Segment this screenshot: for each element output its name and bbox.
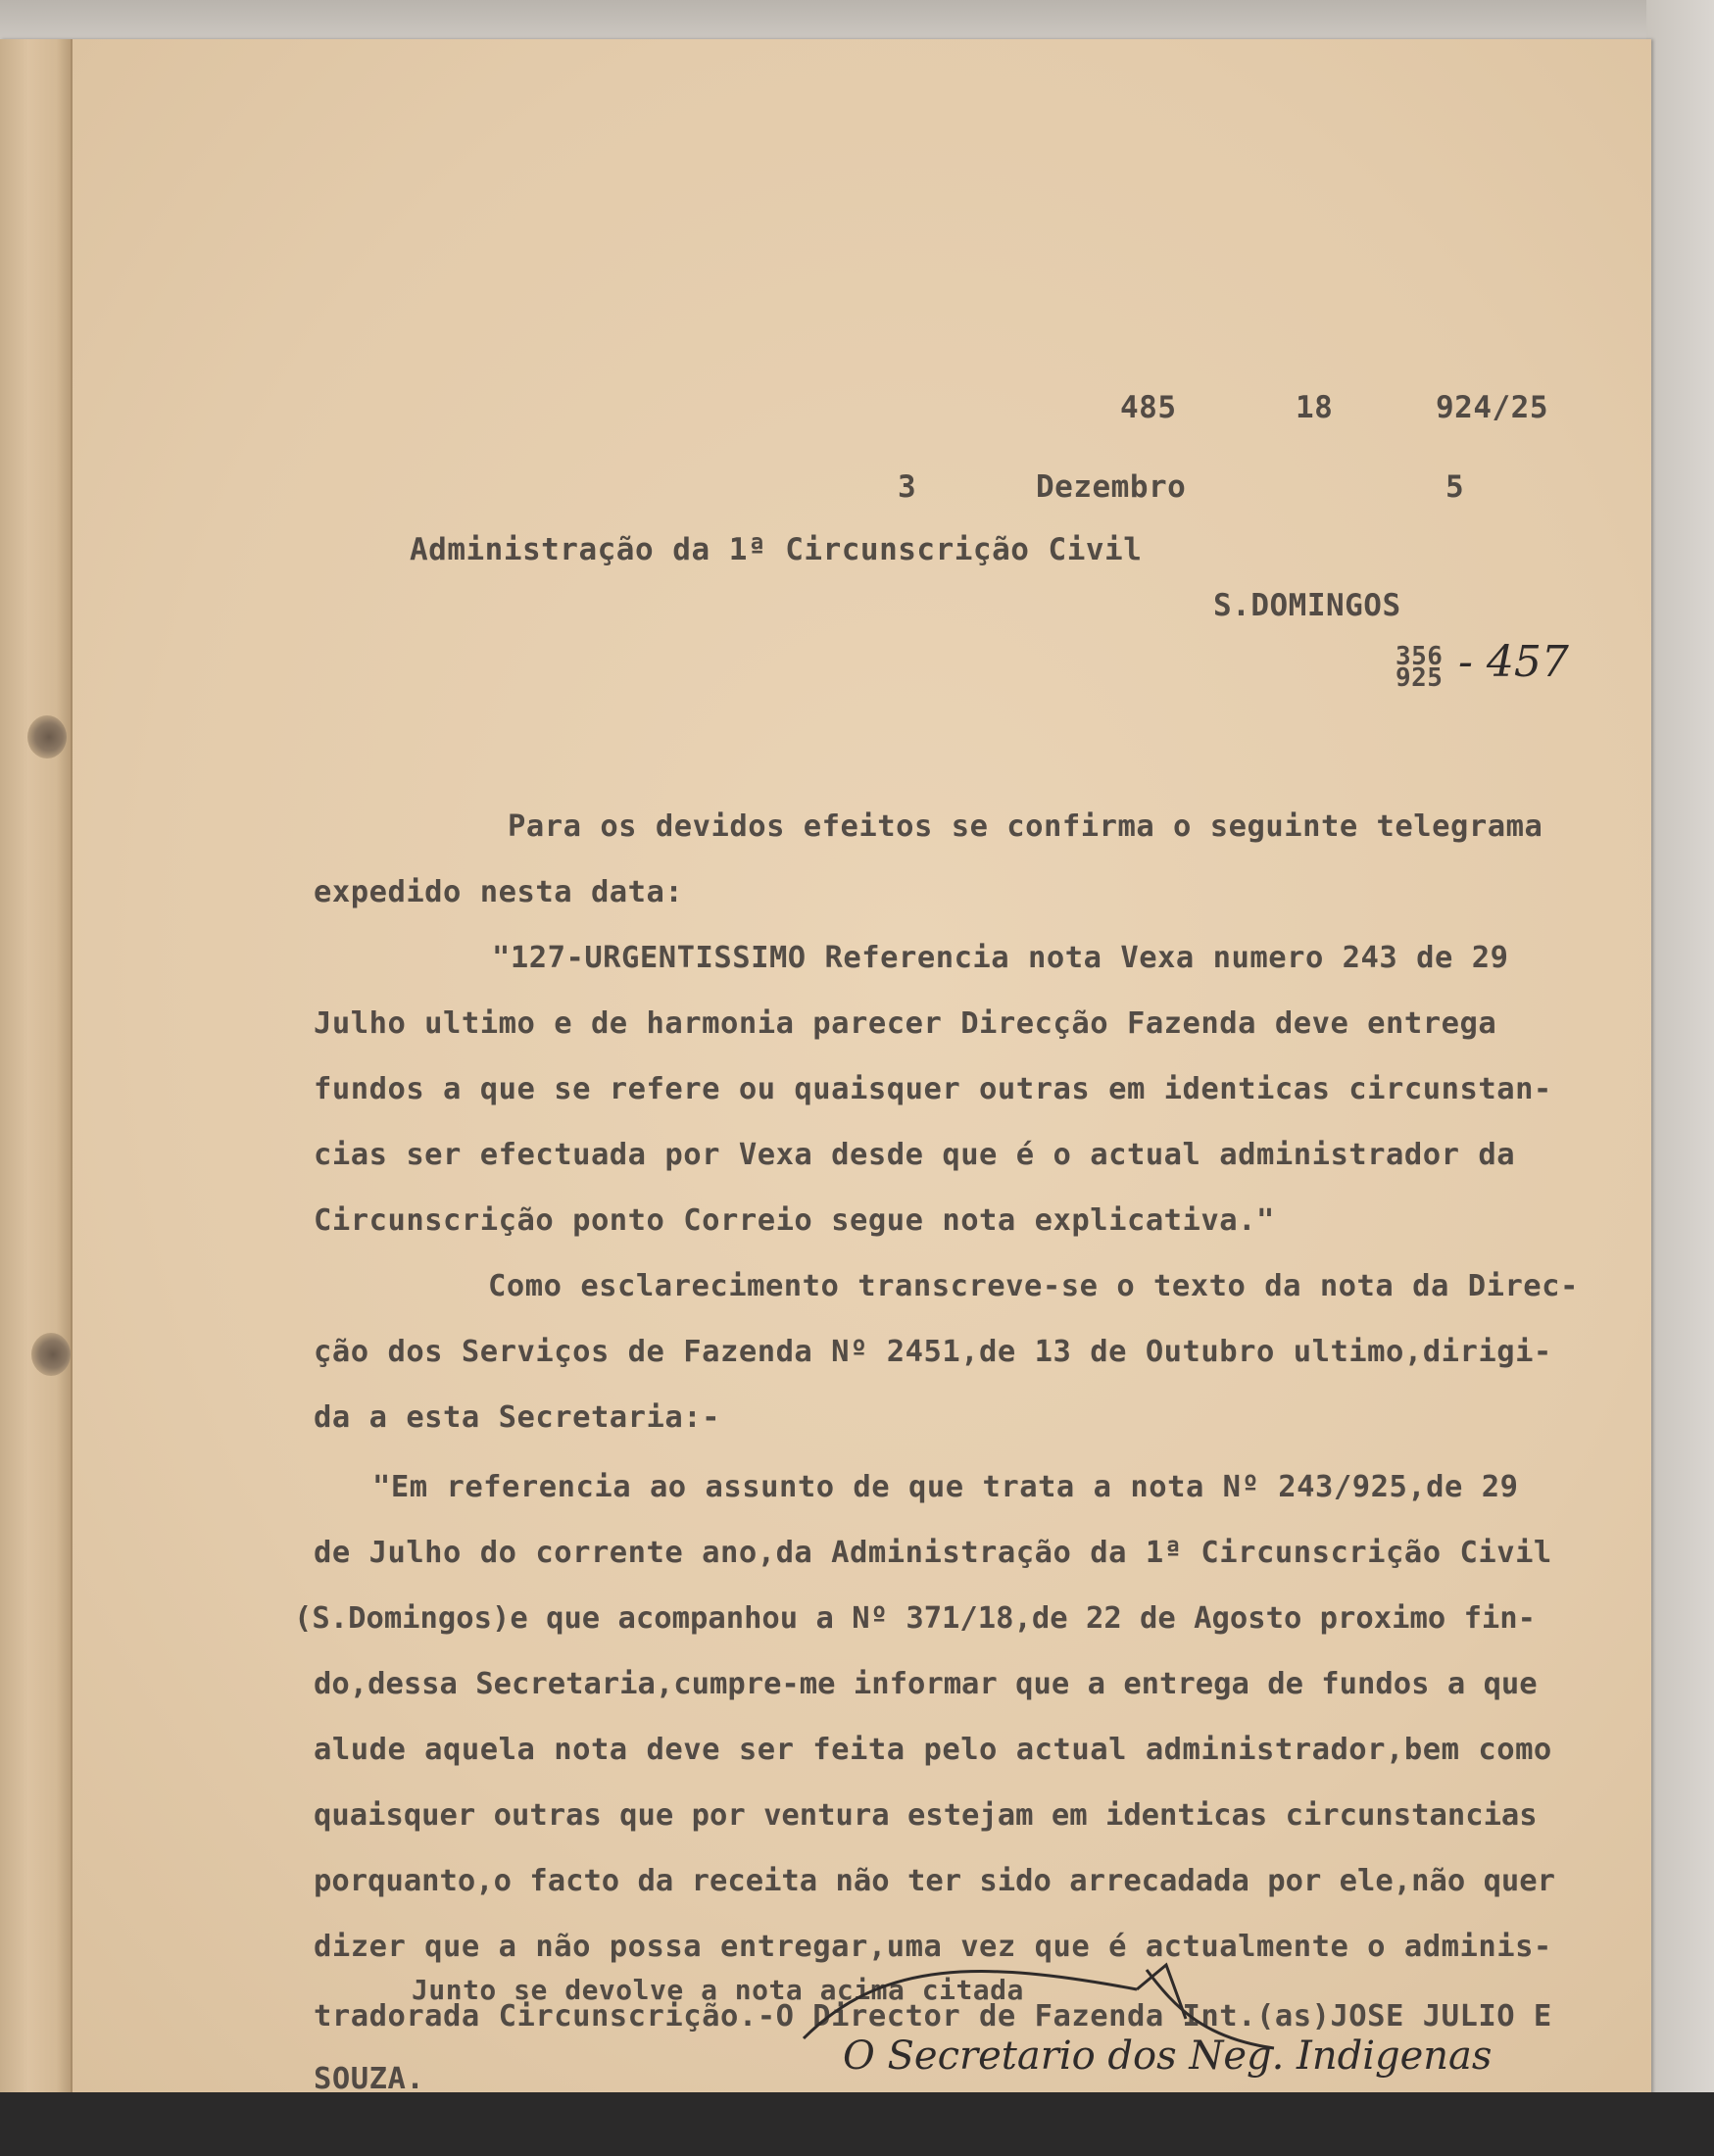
body-line-2: expedido nesta data: <box>314 875 684 909</box>
body-line-13: (S.Domingos)e que acompanhou a Nº 371/18,de 22 de Agosto proximo fin- <box>294 1601 1537 1636</box>
body-line-17: porquanto,o facto da receita não ter sido arrecadada por ele,não quer <box>314 1864 1556 1898</box>
overtyped-line: Junto se devolve a nota acima citada <box>412 1974 1024 2006</box>
date-month: Dezembro <box>1036 469 1187 505</box>
ref-number: 485 <box>1120 390 1177 425</box>
file-number-bottom: 925 <box>1396 663 1444 693</box>
file-number-handwritten: - 457 <box>1458 637 1569 687</box>
body-line-5: fundos a que se refere ou quaisquer outras em identicas circunstan- <box>314 1072 1552 1106</box>
ref-year: 924/25 <box>1436 390 1548 425</box>
file-number-top: 356 <box>1396 642 1444 671</box>
destination: S.DOMINGOS <box>1213 588 1401 623</box>
body-line-8: Como esclarecimento transcreve-se o texto da nota da Direc- <box>488 1269 1579 1303</box>
date-year: 5 <box>1445 469 1465 505</box>
body-line-16: quaisquer outras que por ventura estejam em identicas circunstancias <box>314 1798 1538 1833</box>
body-line-6: cias ser efectuada por Vexa desde que é o actual administrador da <box>314 1138 1516 1172</box>
ref-code: 18 <box>1296 390 1334 425</box>
body-line-12: de Julho do corrente ano,da Administração da 1ª Circunscrição Civil <box>314 1536 1552 1570</box>
body-line-14: do,dessa Secretaria,cumpre-me informar que a entrega de fundos a que <box>314 1667 1538 1701</box>
signature-text: O Secretario dos Neg. Indigenas <box>843 2034 1493 2079</box>
body-line-1: Para os devidos efeitos se confirma o seguinte telegrama <box>508 809 1543 844</box>
body-line-19: tradorada Circunscrição.-O Director de Fazenda Int.(as)JOSE JULIO E <box>314 1999 1552 2034</box>
body-line-7: Circunscrição ponto Correio segue nota explicativa." <box>314 1203 1275 1238</box>
body-line-10: da a esta Secretaria:- <box>314 1400 720 1435</box>
body-line-20: SOUZA. <box>314 2062 425 2096</box>
body-line-15: alude aquela nota deve ser feita pelo actual administrador,bem como <box>314 1733 1552 1767</box>
date-day: 3 <box>898 469 917 505</box>
body-line-3: "127-URGENTISSIMO Referencia nota Vexa numero 243 de 29 <box>492 941 1509 975</box>
body-line-4: Julho ultimo e de harmonia parecer Direcção Fazenda deve entrega <box>314 1006 1497 1041</box>
body-line-11: "Em referencia ao assunto de que trata a nota Nº 243/925,de 29 <box>372 1470 1519 1504</box>
body-line-18: dizer que a não possa entregar,uma vez que é actualmente o adminis- <box>314 1930 1552 1964</box>
body-line-9: ção dos Serviços de Fazenda Nº 2451,de 13 de Outubro ultimo,dirigi- <box>314 1335 1552 1369</box>
sender-line: Administração da 1ª Circunscrição Civil <box>410 532 1143 567</box>
